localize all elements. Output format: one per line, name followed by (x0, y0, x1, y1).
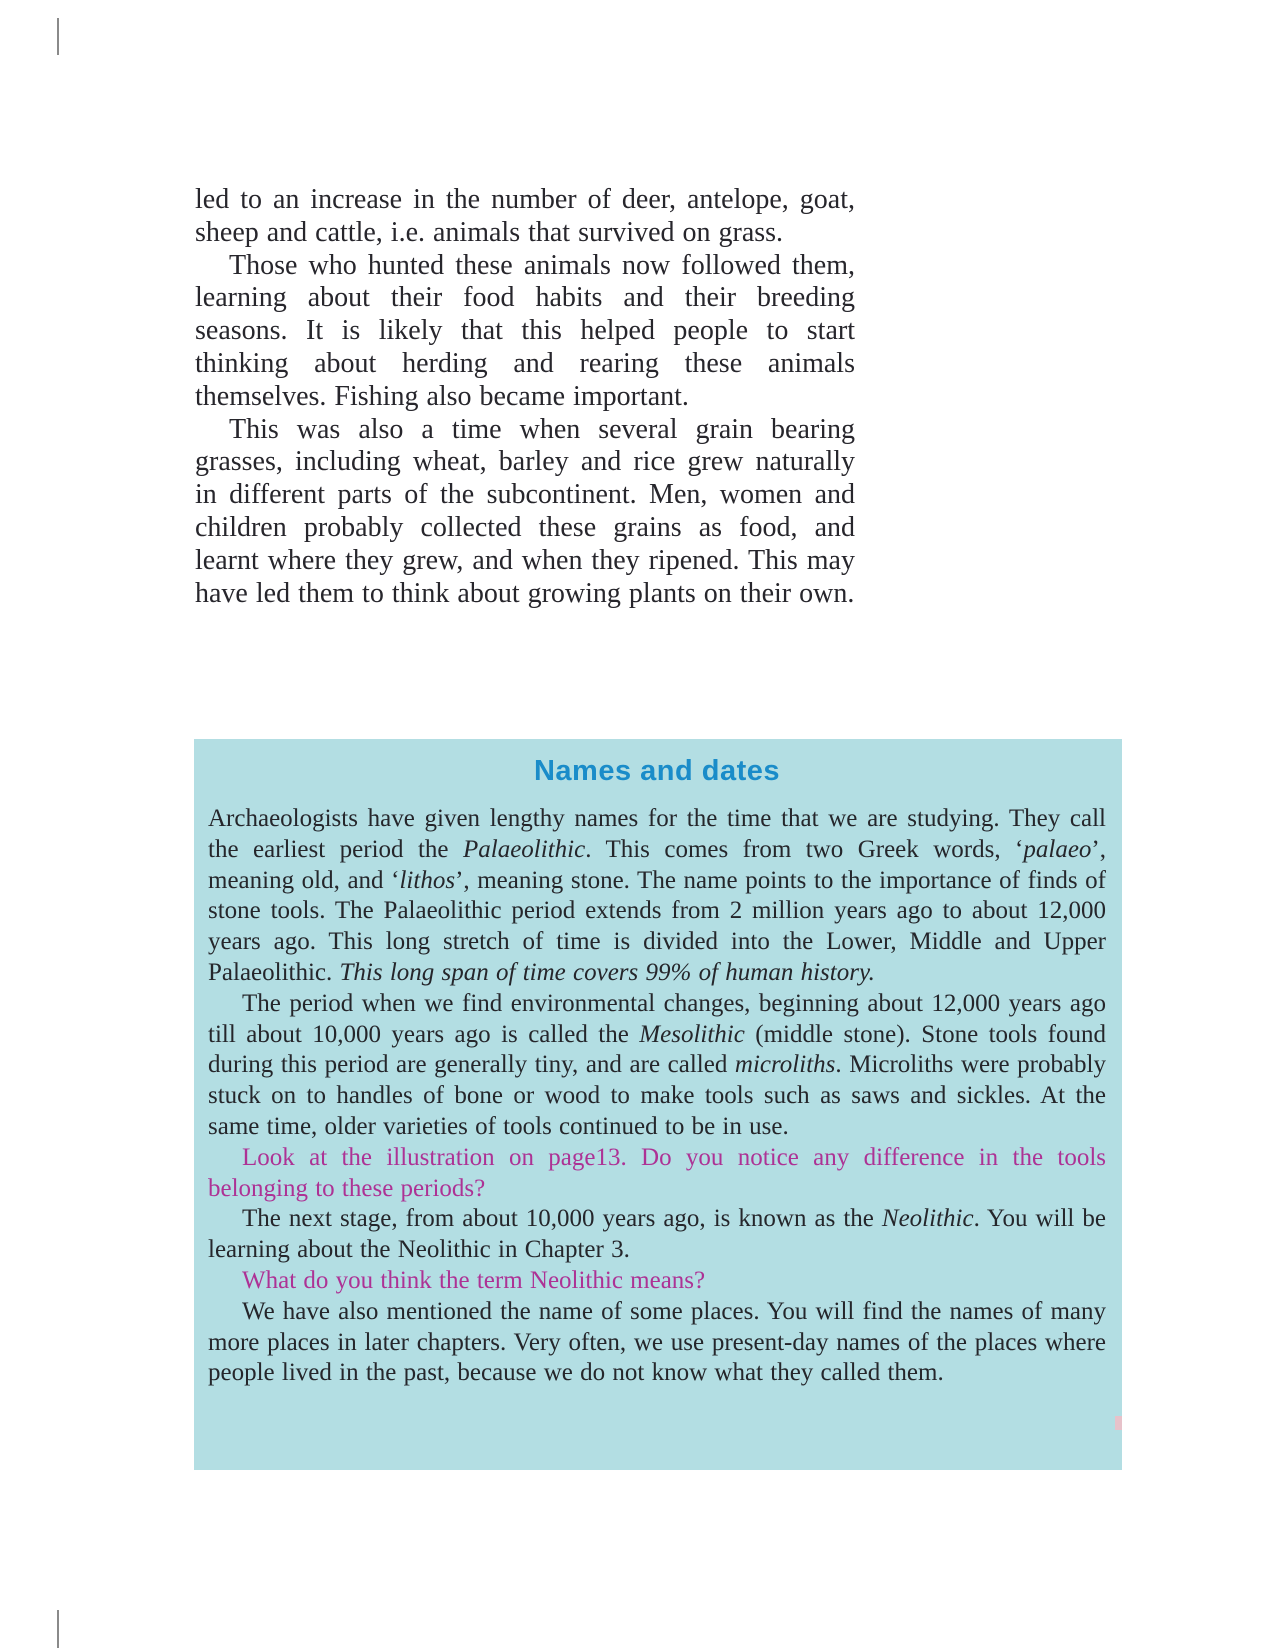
box-paragraph: The next stage, from about 10,000 years ago, is known as the Neolithic. You will be learning about the Neolithic in Chapter 3. (208, 1205, 1106, 1264)
crop-mark-bottom-left (57, 1610, 59, 1648)
paragraph: led to an increase in the number of deer, antelope, goat, sheep and cattle, i.e. animals that survived on grass. (195, 184, 855, 248)
paragraph: Those who hunted these animals now followed them, learning about their food habits and their breeding seasons. It is likely that this helped people to start thinking about herding and rearing these animals themselves. Fishing also became important. (195, 249, 855, 412)
crop-mark-top-left (57, 18, 59, 55)
box-paragraph: We have also mentioned the name of some places. You will find the names of many more places in later chapters. Very often, we use present-day names of the places where people lived in the past, because we do not know what they called them. (208, 1297, 1106, 1387)
box-paragraph: The period when we find environmental changes, beginning about 12,000 years ago till about 10,000 years ago is called the Mesolithic (middle stone). Stone tools found during this period are generally tiny, and are called microliths. Microliths were probably stuck on to handles of bone or wood to make tools such as saws and sickles. At the same time, older varieties of tools continued to be in use. (208, 989, 1106, 1140)
box-paragraph: Archaeologists have given lengthy names for the time that we are studying. They call the earliest period the Palaeolithic. This comes from two Greek words, ‘palaeo’, meaning old, and ‘lithos’, meaning stone. The name points to the importance of finds of stone tools. The Palaeolithic period extends from 2 million years ago to about 12,000 years ago. This long stretch of time is divided into the Lower, Middle and Upper Palaeolithic. This long span of time covers 99% of human history. (208, 805, 1107, 986)
box-question: What do you think the term Neolithic means? (242, 1266, 706, 1294)
box-title: Names and dates (533, 755, 781, 787)
print-artifact-notch (1115, 1416, 1122, 1430)
body-text-column (195, 184, 855, 610)
paragraph: This was also a time when several grain bearing grasses, including wheat, barley and rice grew naturally in different parts of the subcontinent. Men, women and children probably collected these grains as food, and learnt where they grew, and when they ripened. This may have led them to think about growing plants on their own. (195, 413, 855, 609)
names-and-dates-box (194, 739, 1122, 1470)
box-question: Look at the illustration on page13. Do you notice any difference in the tools belonging to these periods? (208, 1143, 1106, 1202)
